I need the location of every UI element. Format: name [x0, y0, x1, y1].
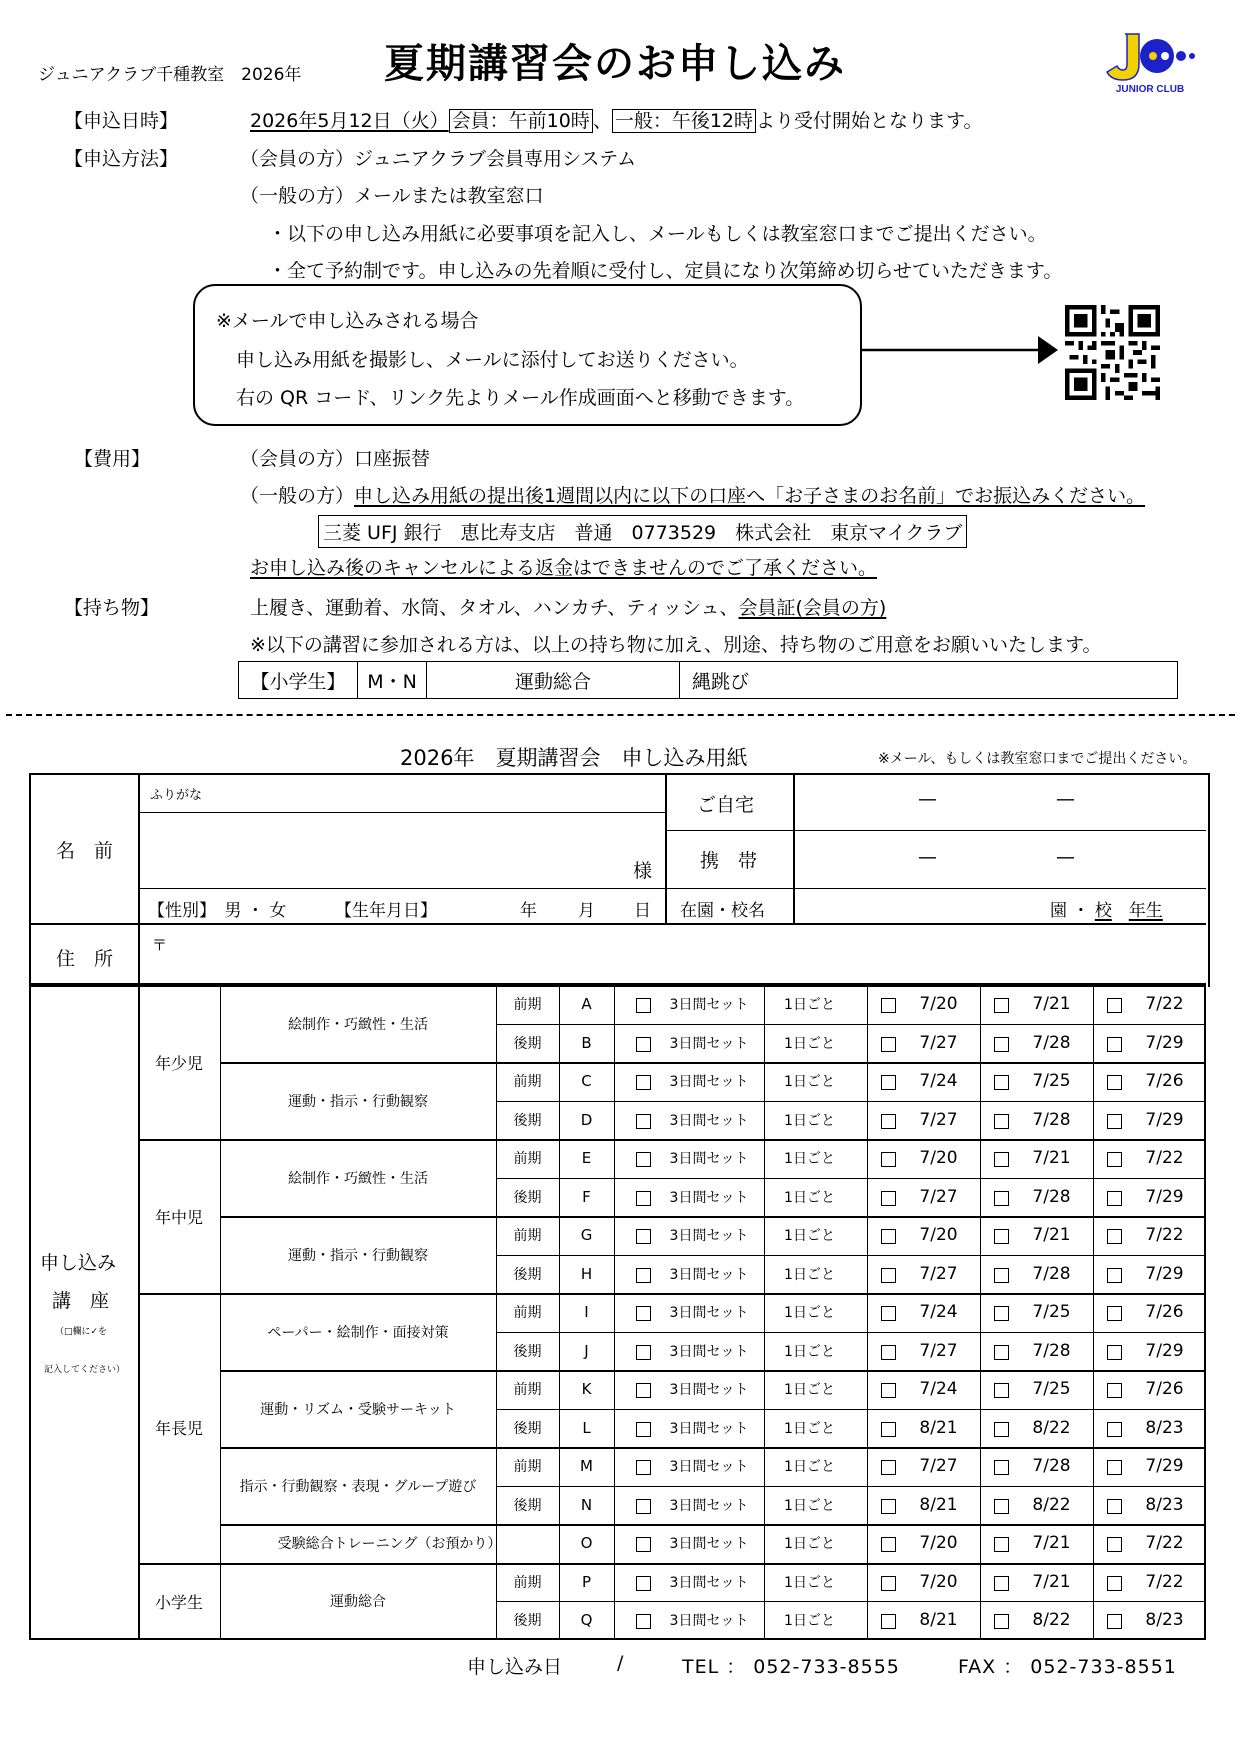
set-checkbox[interactable] [636, 1345, 651, 1360]
course-code: K [581, 1380, 592, 1399]
date-checkbox[interactable] [1107, 1152, 1122, 1167]
course-code: D [580, 1110, 593, 1129]
set-checkbox[interactable] [636, 1537, 651, 1552]
date-checkbox[interactable] [881, 1306, 896, 1321]
postal-mark: 〒 [152, 936, 168, 954]
junior-club-logo [1095, 30, 1205, 96]
date-value: 8/21 [919, 1417, 958, 1438]
date-checkbox[interactable] [1107, 1114, 1122, 1129]
address-label: 住 所 [56, 948, 114, 970]
course-code: A [581, 995, 592, 1014]
date-value: 7/29 [1145, 1109, 1184, 1130]
term-label: 前期 [513, 1459, 542, 1476]
set-label: 3日間セット [669, 1459, 749, 1476]
set-checkbox[interactable] [636, 1037, 651, 1052]
date-value: 7/29 [1145, 1340, 1184, 1361]
date-value: 7/29 [1145, 1186, 1184, 1207]
date-checkbox[interactable] [881, 1422, 896, 1437]
date-value: 8/21 [919, 1494, 958, 1515]
arrow-right-icon [860, 330, 1060, 370]
date-checkbox[interactable] [994, 1537, 1009, 1552]
course-code: C [581, 1072, 592, 1091]
furigana-label: ふりがな [150, 788, 203, 803]
birth-label: 【生年月日】 [335, 901, 437, 921]
date-checkbox[interactable] [994, 1268, 1009, 1283]
date-checkbox[interactable] [881, 998, 896, 1013]
date-checkbox[interactable] [881, 1191, 896, 1206]
birth-year-unit: 年 [520, 901, 537, 921]
extra-items-item: 縄跳び [692, 670, 750, 693]
course-code: I [584, 1303, 589, 1322]
course-name: 指示・行動観察・表現・グループ遊び [239, 1478, 477, 1495]
date-checkbox[interactable] [1107, 1460, 1122, 1475]
date-checkbox[interactable] [1107, 1037, 1122, 1052]
date-value: 8/22 [1032, 1417, 1071, 1438]
date-value: 7/24 [919, 1071, 958, 1092]
day-label: 1日ごと [784, 1074, 835, 1091]
term-label: 前期 [513, 1151, 542, 1168]
set-label: 3日間セット [669, 1035, 749, 1052]
day-label: 1日ごと [784, 1189, 835, 1206]
address-field[interactable] [170, 926, 1200, 980]
date-checkbox[interactable] [994, 1191, 1009, 1206]
course-code: O [580, 1534, 593, 1553]
course-note-2: 記入してください） [44, 1365, 126, 1375]
course-code: J [584, 1341, 589, 1360]
date-value: 7/27 [919, 1263, 958, 1284]
home-phone-field[interactable] [795, 775, 1204, 829]
date-value: 7/29 [1145, 1263, 1184, 1284]
date-checkbox[interactable] [994, 1306, 1009, 1321]
apply-date-label: 申し込み日 [467, 1656, 563, 1678]
set-label: 3日間セット [669, 1305, 749, 1322]
date-value: 7/22 [1145, 1571, 1184, 1592]
date-checkbox[interactable] [881, 1268, 896, 1283]
date-checkbox[interactable] [881, 1383, 896, 1398]
day-label: 1日ごと [784, 1497, 835, 1514]
date-checkbox[interactable] [994, 1499, 1009, 1514]
day-label: 1日ごと [784, 1305, 835, 1322]
org-name: ジュニアクラブ千種教室 2026年 [38, 65, 302, 85]
date-value: 7/21 [1032, 1533, 1071, 1554]
course-name: 絵制作・巧緻性・生活 [288, 1016, 428, 1033]
school-suffix: 園 ・ 校 年生 [1050, 901, 1163, 921]
day-label: 1日ごと [784, 1536, 835, 1553]
course-note-1: （□欄に✓を [55, 1327, 108, 1337]
date-value: 7/28 [1032, 1263, 1071, 1284]
home-phone-label: ご自宅 [697, 794, 755, 816]
date-value: 7/22 [1145, 1533, 1184, 1554]
term-label: 後期 [513, 1266, 542, 1283]
set-label: 3日間セット [669, 1228, 749, 1245]
day-label: 1日ごと [784, 1112, 835, 1129]
term-label: 後期 [513, 1189, 542, 1206]
term-label: 前期 [513, 1228, 542, 1245]
grade-label: 年長児 [154, 1419, 203, 1439]
date-checkbox[interactable] [881, 1345, 896, 1360]
date-checkbox[interactable] [1107, 1499, 1122, 1514]
course-code: H [580, 1264, 593, 1283]
date-checkbox[interactable] [1107, 1345, 1122, 1360]
date-checkbox[interactable] [1107, 1537, 1122, 1552]
mobile-phone-label: 携 帯 [700, 850, 758, 872]
course-name: 受験総合トレーニング（お預かり） [277, 1536, 502, 1553]
date-value: 7/26 [1145, 1379, 1184, 1400]
date-value: 7/27 [919, 1186, 958, 1207]
date-value: 7/25 [1032, 1071, 1071, 1092]
set-label: 3日間セット [669, 1189, 749, 1206]
course-name: ペーパー・絵制作・面接対策 [267, 1324, 449, 1341]
date-value: 7/21 [1032, 1225, 1071, 1246]
name-field[interactable] [140, 815, 620, 885]
course-code: P [581, 1572, 592, 1591]
term-label: 前期 [513, 1382, 542, 1399]
grade-label: 小学生 [154, 1592, 203, 1612]
date-checkbox[interactable] [1107, 1075, 1122, 1090]
schedule-label: 【申込日時】 [64, 110, 179, 132]
home-phone-dash-2: — [1056, 788, 1075, 810]
date-checkbox[interactable] [1107, 1191, 1122, 1206]
mobile-phone-field[interactable] [795, 832, 1204, 887]
course-name: 運動総合 [330, 1594, 386, 1610]
set-label: 3日間セット [669, 997, 749, 1014]
date-checkbox[interactable] [994, 1422, 1009, 1437]
svg-text:JUNIOR CLUB: JUNIOR CLUB [1115, 84, 1185, 95]
date-checkbox[interactable] [1107, 1306, 1122, 1321]
set-label: 3日間セット [669, 1497, 749, 1514]
set-label: 3日間セット [669, 1112, 749, 1129]
mobile-phone-dash-1: — [918, 846, 937, 868]
date-value: 7/24 [919, 1302, 958, 1323]
date-checkbox[interactable] [1107, 1229, 1122, 1244]
birth-month-unit: 月 [578, 901, 595, 921]
set-checkbox[interactable] [636, 1306, 651, 1321]
date-value: 7/28 [1032, 1186, 1071, 1207]
date-checkbox[interactable] [994, 1576, 1009, 1591]
date-checkbox[interactable] [994, 1229, 1009, 1244]
extra-items-table [238, 661, 1178, 699]
name-label: 名 前 [56, 840, 114, 862]
course-code: B [581, 1033, 592, 1052]
term-label: 後期 [513, 1343, 542, 1360]
set-checkbox[interactable] [636, 1229, 651, 1244]
date-checkbox[interactable] [994, 1614, 1009, 1629]
date-checkbox[interactable] [1107, 1268, 1122, 1283]
course-code: G [580, 1226, 593, 1245]
date-checkbox[interactable] [994, 998, 1009, 1013]
course-label-1: 申し込み [40, 1252, 117, 1274]
mail-box-line-2: 申し込み用紙を撮影し、メールに添付してお送りください。 [236, 349, 749, 371]
day-label: 1日ごと [784, 1574, 835, 1591]
day-label: 1日ごと [784, 1382, 835, 1399]
apply-date-slash: / [617, 1652, 624, 1674]
date-value: 7/27 [919, 1032, 958, 1053]
set-label: 3日間セット [669, 1266, 749, 1283]
day-label: 1日ごと [784, 1266, 835, 1283]
date-checkbox[interactable] [881, 1576, 896, 1591]
date-value: 7/29 [1145, 1032, 1184, 1053]
date-value: 8/22 [1032, 1610, 1071, 1631]
set-label: 3日間セット [669, 1151, 749, 1168]
set-checkbox[interactable] [636, 1152, 651, 1167]
method-bullet-1: ・以下の申し込み用紙に必要事項を記入し、メールもしくは教室窓口までご提出ください。 [268, 223, 1047, 245]
set-checkbox[interactable] [636, 1191, 651, 1206]
date-value: 7/20 [919, 1148, 958, 1169]
date-value: 8/23 [1145, 1494, 1184, 1515]
set-checkbox[interactable] [636, 1075, 651, 1090]
term-label: 前期 [513, 1305, 542, 1322]
date-value: 8/23 [1145, 1417, 1184, 1438]
day-label: 1日ごと [784, 997, 835, 1014]
day-label: 1日ごと [784, 1035, 835, 1052]
date-value: 7/24 [919, 1379, 958, 1400]
date-checkbox[interactable] [1107, 998, 1122, 1013]
course-code: E [581, 1149, 592, 1168]
method-general: （一般の方）メールまたは教室窓口 [240, 185, 544, 207]
date-value: 7/29 [1145, 1456, 1184, 1477]
grade-label: 年少児 [154, 1053, 203, 1073]
term-label: 後期 [513, 1420, 542, 1437]
course-label-2: 講 座 [52, 1290, 110, 1312]
date-value: 7/25 [1032, 1379, 1071, 1400]
tel-number: TEL ： 052-733-8555 [682, 1656, 900, 1678]
date-checkbox[interactable] [881, 1114, 896, 1129]
day-label: 1日ごと [784, 1613, 835, 1630]
term-label: 後期 [513, 1035, 542, 1052]
course-code: Q [580, 1611, 593, 1630]
course-code: L [582, 1418, 591, 1437]
day-label: 1日ごと [784, 1420, 835, 1437]
date-value: 7/22 [1145, 994, 1184, 1015]
set-label: 3日間セット [669, 1420, 749, 1437]
items-label: 【持ち物】 [64, 597, 160, 619]
furigana-field[interactable] [140, 790, 660, 810]
term-label: 前期 [513, 1074, 542, 1091]
day-label: 1日ごと [784, 1228, 835, 1245]
date-value: 8/21 [919, 1610, 958, 1631]
set-checkbox[interactable] [636, 1422, 651, 1437]
page-title: 夏期講習会のお申し込み [384, 41, 846, 87]
term-label: 後期 [513, 1497, 542, 1514]
course-name: 運動・指示・行動観察 [288, 1247, 428, 1264]
date-value: 7/27 [919, 1456, 958, 1477]
term-label: 後期 [513, 1112, 542, 1129]
mobile-phone-dash-2: — [1056, 846, 1075, 868]
course-code: M [580, 1457, 593, 1476]
birth-day-unit: 日 [634, 901, 651, 921]
date-checkbox[interactable] [881, 1460, 896, 1475]
fax-number: FAX ： 052-733-8551 [958, 1656, 1177, 1678]
date-value: 7/20 [919, 1571, 958, 1592]
date-checkbox[interactable] [994, 1152, 1009, 1167]
set-checkbox[interactable] [636, 1268, 651, 1283]
mail-box-line-3: 右の QR コード、リンク先よりメール作成画面へと移動できます。 [236, 387, 805, 409]
date-value: 8/23 [1145, 1610, 1184, 1631]
term-label: 後期 [513, 1613, 542, 1630]
course-name: 運動・リズム・受験サーキット [260, 1401, 456, 1418]
mail-box-line-1: ※メールで申し込みされる場合 [216, 310, 479, 332]
set-label: 3日間セット [669, 1382, 749, 1399]
date-checkbox[interactable] [881, 1229, 896, 1244]
bank-account: 三菱 UFJ 銀行 恵比寿支店 普通 0773529 株式会社 東京マイクラブ [318, 515, 967, 548]
day-label: 1日ごと [784, 1343, 835, 1360]
set-checkbox[interactable] [636, 1576, 651, 1591]
cancel-notice: お申し込み後のキャンセルによる返金はできませんのでご了承ください。 [250, 557, 878, 579]
course-code: N [580, 1495, 593, 1514]
date-value: 7/27 [919, 1340, 958, 1361]
date-checkbox[interactable] [881, 1614, 896, 1629]
date-value: 7/21 [1032, 1571, 1071, 1592]
date-value: 7/28 [1032, 1032, 1071, 1053]
date-value: 7/26 [1145, 1071, 1184, 1092]
home-phone-dash-1: — [918, 788, 937, 810]
date-value: 7/27 [919, 1109, 958, 1130]
method-member: （会員の方）ジュニアクラブ会員専用システム [240, 148, 637, 170]
date-checkbox[interactable] [994, 1037, 1009, 1052]
date-checkbox[interactable] [1107, 1383, 1122, 1398]
form-note: ※メール、もしくは教室窓口までご提出ください。 [878, 751, 1197, 767]
date-value: 7/25 [1032, 1302, 1071, 1323]
day-label: 1日ごと [784, 1459, 835, 1476]
date-checkbox[interactable] [994, 1460, 1009, 1475]
date-value: 7/28 [1032, 1109, 1071, 1130]
fee-general: （一般の方）申し込み用紙の提出後1週間以内に以下の口座へ「お子さまのお名前」でお振込みください。 [240, 485, 1146, 507]
extra-items-grade: 【小学生】 [239, 662, 358, 698]
items-list: 上履き、運動着、水筒、タオル、ハンカチ、ティッシュ、会員証(会員の方) [250, 597, 887, 619]
set-checkbox[interactable] [636, 1499, 651, 1514]
date-checkbox[interactable] [881, 1152, 896, 1167]
schedule-text: 2026年5月12日（火） 会員：午前10時 、 一般：午後12時 より受付開始となります。 [250, 110, 983, 132]
set-label: 3日間セット [669, 1613, 749, 1630]
date-value: 7/26 [1145, 1302, 1184, 1323]
date-checkbox[interactable] [994, 1345, 1009, 1360]
set-checkbox[interactable] [636, 1614, 651, 1629]
qr-code[interactable] [1065, 305, 1160, 400]
set-label: 3日間セット [669, 1574, 749, 1591]
extra-items-code: M・N [358, 662, 427, 698]
date-value: 8/22 [1032, 1494, 1071, 1515]
date-value: 7/20 [919, 994, 958, 1015]
fee-label: 【費用】 [74, 448, 151, 470]
date-checkbox[interactable] [881, 1499, 896, 1514]
date-value: 7/28 [1032, 1340, 1071, 1361]
set-checkbox[interactable] [636, 1114, 651, 1129]
date-checkbox[interactable] [881, 1537, 896, 1552]
date-checkbox[interactable] [1107, 1422, 1122, 1437]
school-label: 在園・校名 [680, 901, 765, 921]
set-checkbox[interactable] [636, 1383, 651, 1398]
grade-label: 年中児 [154, 1207, 203, 1227]
gender-field[interactable]: 【性別】 男 ・ 女 [148, 901, 287, 921]
date-checkbox[interactable] [881, 1037, 896, 1052]
day-label: 1日ごと [784, 1151, 835, 1168]
term-label: 前期 [513, 997, 542, 1014]
extra-items-course: 運動総合 [427, 662, 680, 698]
method-label: 【申込方法】 [64, 148, 179, 170]
date-value: 7/22 [1145, 1225, 1184, 1246]
date-value: 7/28 [1032, 1456, 1071, 1477]
date-checkbox[interactable] [881, 1075, 896, 1090]
fee-member: （会員の方）口座振替 [240, 448, 431, 470]
set-label: 3日間セット [669, 1074, 749, 1091]
term-label: 前期 [513, 1574, 542, 1591]
course-name: 運動・指示・行動観察 [288, 1093, 428, 1110]
form-title: 2026年 夏期講習会 申し込み用紙 [400, 746, 748, 770]
date-checkbox[interactable] [1107, 1576, 1122, 1591]
set-label: 3日間セット [669, 1536, 749, 1553]
cut-line [6, 714, 1235, 716]
items-note: ※以下の講習に参加される方は、以上の持ち物に加え、別途、持ち物のご用意をお願いいたします。 [250, 634, 1102, 656]
date-checkbox[interactable] [994, 1114, 1009, 1129]
course-code: F [582, 1187, 591, 1206]
date-value: 7/22 [1145, 1148, 1184, 1169]
set-checkbox[interactable] [636, 1460, 651, 1475]
method-bullet-2: ・全て予約制です。申し込みの先着順に受付し、定員になり次第締め切らせていただきます。 [268, 260, 1063, 282]
date-value: 7/21 [1032, 994, 1071, 1015]
date-value: 7/20 [919, 1533, 958, 1554]
set-label: 3日間セット [669, 1343, 749, 1360]
date-value: 7/21 [1032, 1148, 1071, 1169]
sama-label: 様 [633, 860, 653, 882]
date-checkbox[interactable] [994, 1075, 1009, 1090]
date-value: 7/20 [919, 1225, 958, 1246]
date-checkbox[interactable] [994, 1383, 1009, 1398]
date-checkbox[interactable] [1107, 1614, 1122, 1629]
set-checkbox[interactable] [636, 998, 651, 1013]
course-name: 絵制作・巧緻性・生活 [288, 1170, 428, 1187]
